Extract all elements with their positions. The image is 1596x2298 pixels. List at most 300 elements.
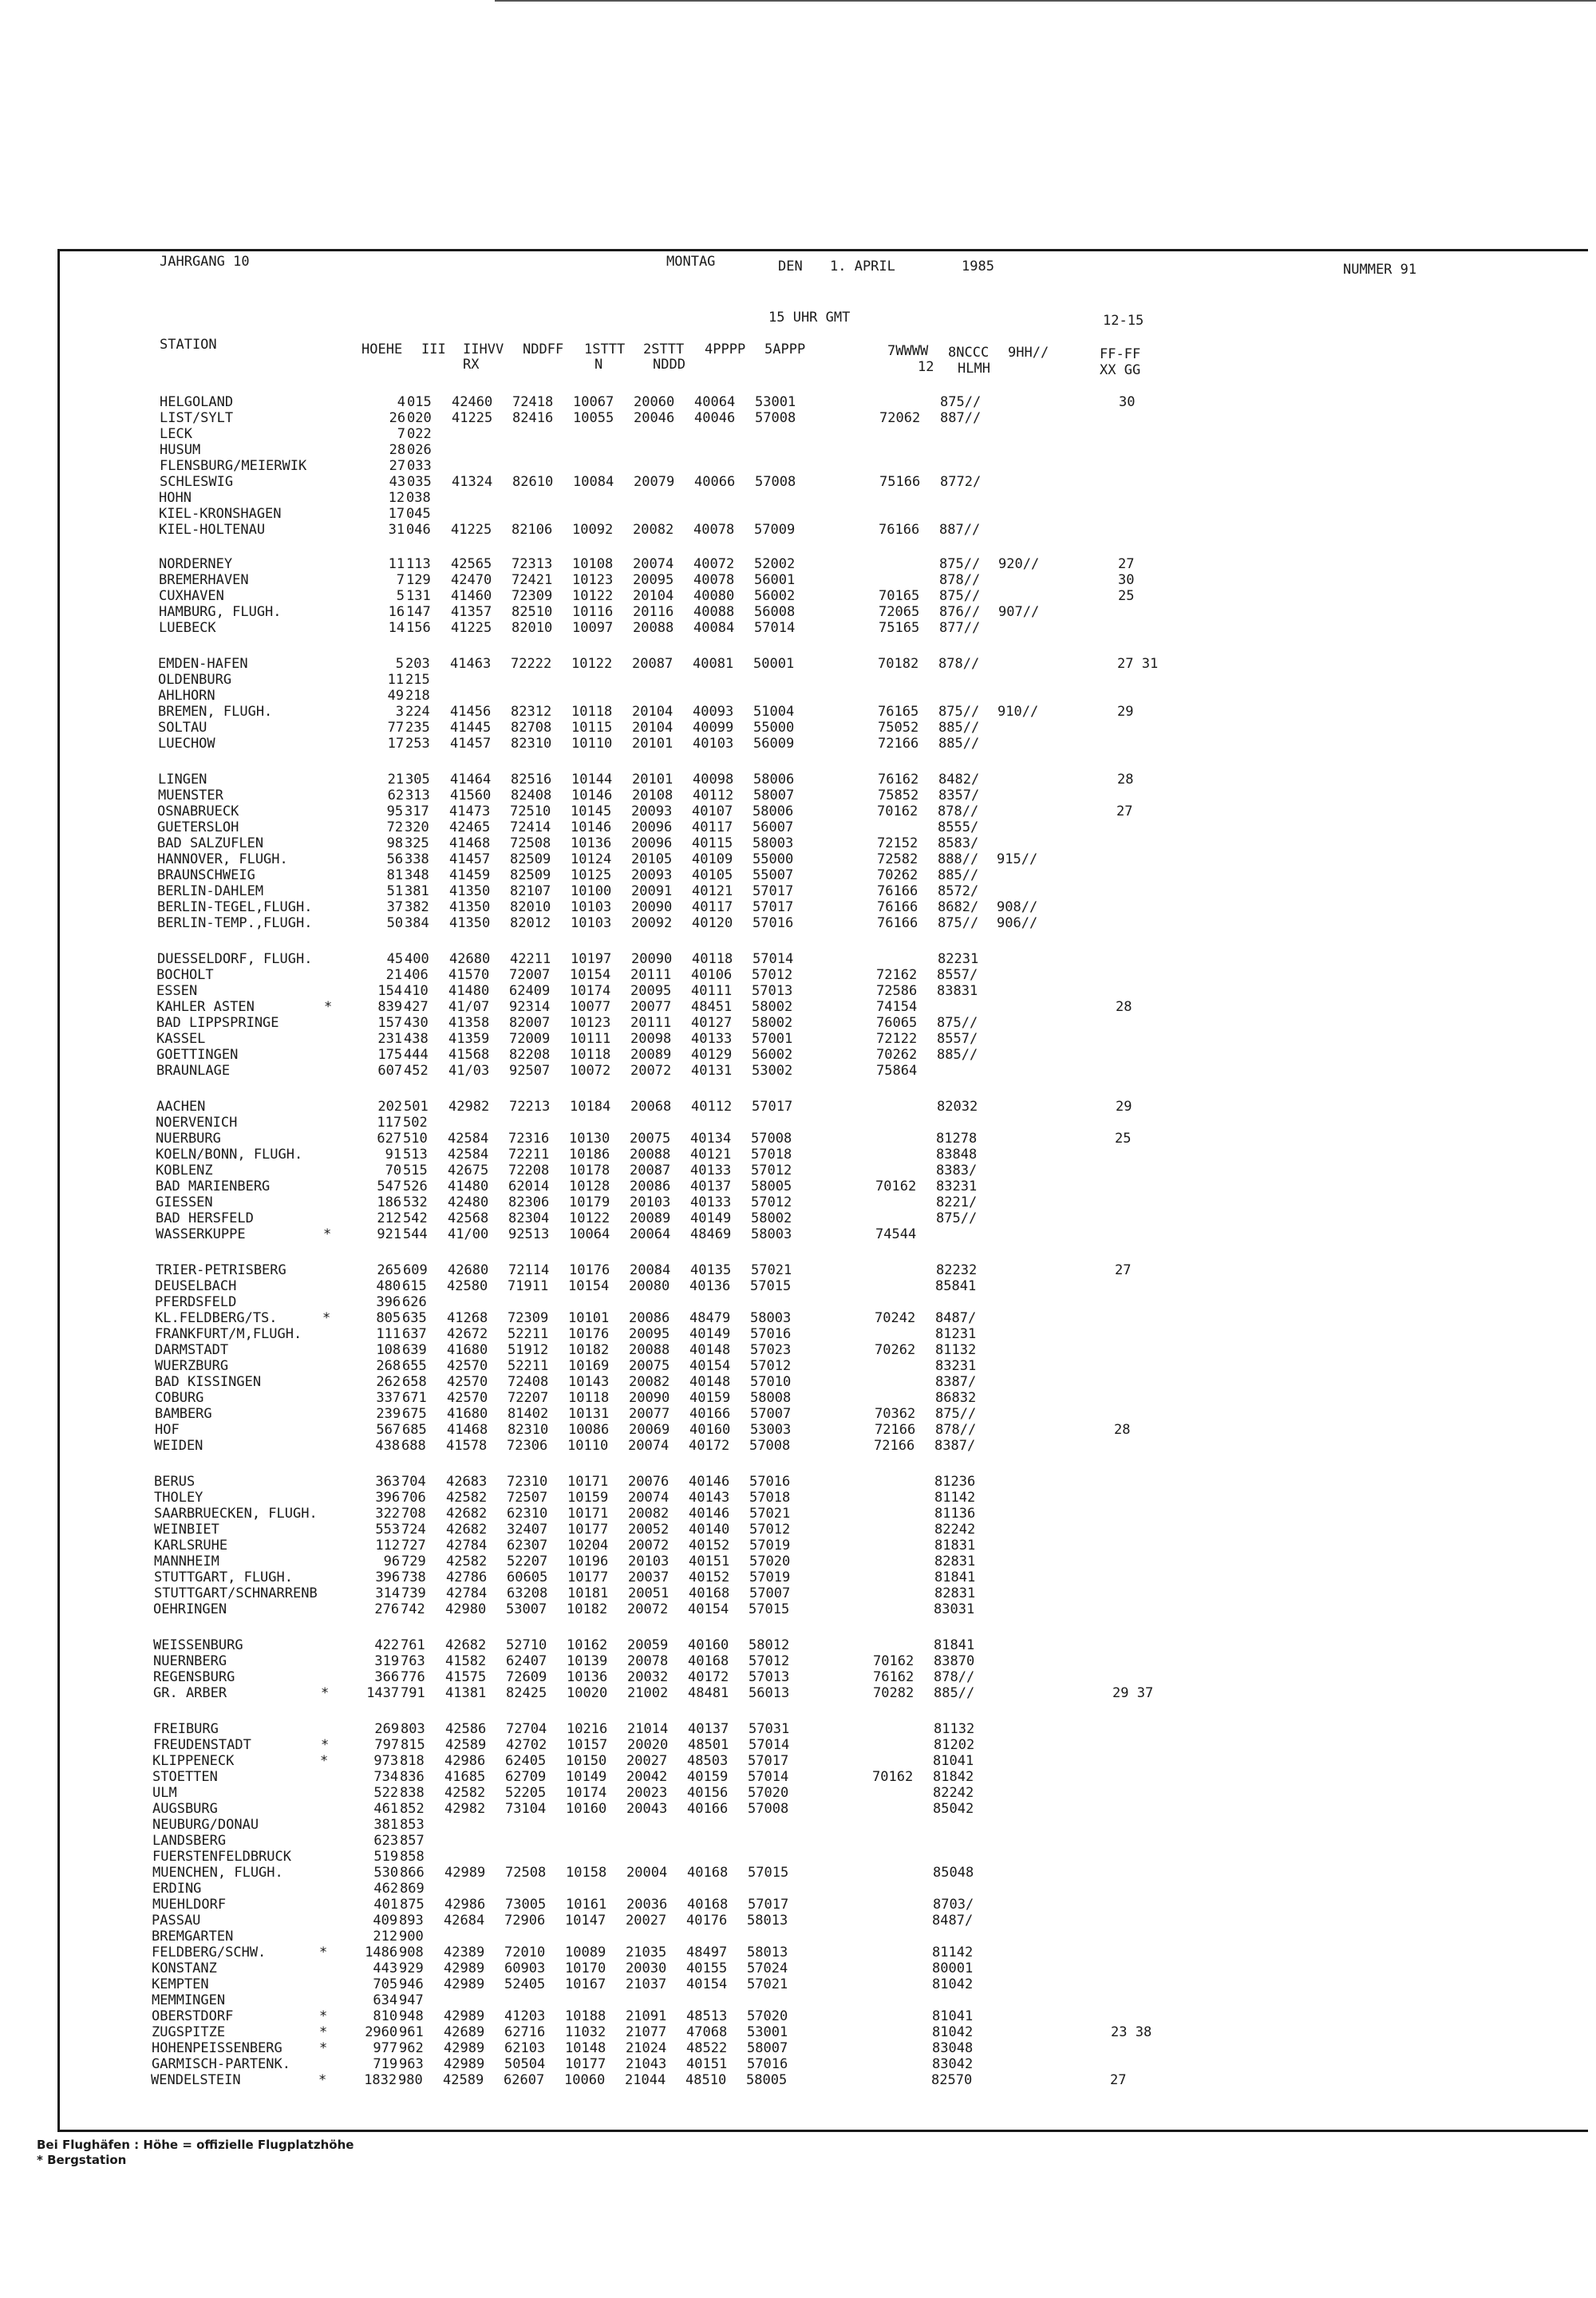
cell-s2: 20074 — [633, 556, 674, 572]
cell-s2: 20020 — [627, 1737, 669, 1753]
cell-a5: 58002 — [751, 1210, 792, 1226]
cell-n8: 81841 — [934, 1637, 975, 1653]
station-name: HOHENPEISSENBERG — [152, 2040, 282, 2056]
cell-n8: 81132 — [934, 1721, 975, 1737]
cell-hoehe: 154 — [377, 983, 403, 999]
cell-a5: 55007 — [753, 867, 794, 883]
cell-nddff: 92507 — [509, 1063, 551, 1079]
cell-a5: 57020 — [748, 1785, 789, 1801]
cell-p4: 40152 — [689, 1570, 730, 1585]
cell-s1: 10092 — [572, 522, 614, 538]
cell-iihvv: 42584 — [448, 1131, 489, 1147]
cell-iihvv: 42389 — [444, 1945, 485, 1960]
cell-ff: 28 — [1117, 772, 1134, 788]
cell-iii: 626 — [402, 1294, 427, 1310]
cell-iii: 658 — [402, 1374, 427, 1390]
cell-s1: 10123 — [572, 572, 614, 588]
station-name: BREMERHAVEN — [159, 572, 249, 588]
cell-w7: 72065 — [879, 604, 920, 620]
cell-s2: 20103 — [630, 1194, 671, 1210]
cell-p4: 40112 — [693, 788, 734, 804]
cell-s2: 20082 — [628, 1506, 670, 1522]
cell-p4: 40109 — [692, 851, 733, 867]
cell-p4: 40111 — [691, 983, 733, 999]
cell-nddff: 72508 — [510, 835, 551, 851]
cell-s1: 10084 — [573, 474, 614, 490]
cell-iii: 875 — [400, 1897, 425, 1913]
cell-p4: 40172 — [689, 1438, 730, 1454]
cell-n8: 81278 — [936, 1131, 978, 1147]
cell-nddff: 52211 — [508, 1358, 549, 1374]
station-name: OLDENBURG — [158, 672, 232, 688]
cell-iihvv: 41359 — [448, 1031, 490, 1047]
cell-a5: 57017 — [748, 1897, 789, 1913]
cell-iihvv: 42989 — [444, 2040, 485, 2056]
cell-a5: 58005 — [746, 2072, 788, 2088]
cell-iihvv: 42589 — [445, 1737, 487, 1753]
cell-w7: 72162 — [876, 967, 918, 983]
col-nddd: NDDD — [653, 357, 685, 373]
cell-s2: 20075 — [629, 1358, 670, 1374]
cell-nddff: 72211 — [508, 1147, 550, 1163]
cell-n8: 875// — [935, 1406, 977, 1422]
cell-iii: 929 — [399, 1960, 424, 1976]
cell-s2: 20096 — [631, 819, 673, 835]
cell-s1: 10097 — [572, 620, 614, 636]
cell-iii: 739 — [401, 1585, 426, 1601]
cell-iihvv: 41350 — [449, 915, 491, 931]
station-name: GR. ARBER — [153, 1685, 227, 1701]
cell-n8: 875// — [939, 588, 981, 604]
cell-p4: 40172 — [688, 1669, 729, 1685]
cell-a5: 57014 — [754, 620, 796, 636]
col-ffff: FF-FF — [1100, 346, 1141, 362]
station-name: KONSTANZ — [152, 1960, 217, 1976]
cell-p4: 40140 — [689, 1522, 730, 1538]
den-label: DEN — [778, 259, 803, 274]
cell-s2: 20088 — [630, 1147, 671, 1163]
station-name: DEUSELBACH — [155, 1278, 237, 1294]
cell-nddff: 52205 — [505, 1785, 547, 1801]
cell-iihvv: 41480 — [448, 1179, 489, 1194]
mountain-station-marker: * — [320, 1753, 329, 1769]
cell-ff: 23 38 — [1111, 2024, 1152, 2040]
cell-iii: 452 — [404, 1063, 429, 1079]
cell-s2: 21077 — [626, 2024, 667, 2040]
cell-iihvv: 42786 — [446, 1570, 488, 1585]
cell-iihvv: 41680 — [447, 1342, 488, 1358]
cell-iii: 427 — [404, 999, 429, 1015]
cell-a5: 58007 — [753, 788, 795, 804]
cell-s2: 20080 — [629, 1278, 670, 1294]
cell-s1: 10171 — [567, 1474, 609, 1490]
cell-iii: 727 — [401, 1538, 426, 1554]
mountain-station-marker: * — [321, 1737, 330, 1753]
cell-hoehe: 276 — [374, 1601, 400, 1617]
cell-iii: 400 — [405, 951, 429, 967]
cell-p4: 40159 — [687, 1769, 729, 1785]
cell-p4: 40168 — [687, 1865, 729, 1881]
cell-n8: 81231 — [935, 1326, 977, 1342]
cell-nddff: 72310 — [507, 1474, 548, 1490]
cell-iii: 738 — [401, 1570, 426, 1585]
cell-iii: 685 — [402, 1422, 427, 1438]
cell-n8: 81842 — [933, 1769, 974, 1785]
cell-s2: 21014 — [627, 1721, 669, 1737]
cell-s2: 20074 — [628, 1438, 670, 1454]
cell-a5: 57008 — [755, 474, 796, 490]
station-name: DUESSELDORF, FLUGH. — [157, 951, 313, 967]
cell-hoehe: 366 — [374, 1669, 400, 1685]
cell-n8: 885// — [938, 720, 980, 736]
cell-hoehe: 977 — [373, 2040, 398, 2056]
cell-w7: 72152 — [877, 835, 918, 851]
cell-iihvv: 41582 — [445, 1653, 487, 1669]
cell-iii: 381 — [405, 883, 429, 899]
station-name: DARMSTADT — [155, 1342, 229, 1358]
cell-p4: 40156 — [687, 1785, 729, 1801]
cell-w7: 76166 — [877, 883, 918, 899]
cell-a5: 58006 — [753, 804, 794, 819]
station-name: OSNABRUECK — [157, 804, 239, 819]
cell-iii: 609 — [403, 1262, 428, 1278]
cell-iii: 866 — [400, 1865, 425, 1881]
cell-a5: 57008 — [755, 410, 796, 426]
cell-s2: 20042 — [626, 1769, 668, 1785]
cell-iii: 980 — [398, 2072, 423, 2088]
cell-nddff: 82306 — [508, 1194, 550, 1210]
col-4pppp: 4PPPP — [705, 342, 746, 357]
cell-a5: 57015 — [748, 1865, 789, 1881]
cell-iii: 836 — [400, 1769, 425, 1785]
cell-n8: 875// — [937, 1015, 978, 1031]
cell-s1: 10101 — [568, 1310, 610, 1326]
station-name: PASSAU — [152, 1913, 201, 1929]
cell-p4: 47068 — [686, 2024, 728, 2040]
cell-s1: 10100 — [571, 883, 612, 899]
cell-nddff: 72316 — [508, 1131, 550, 1147]
cell-s1: 10159 — [567, 1490, 609, 1506]
cell-iii: 655 — [402, 1358, 427, 1374]
cell-n8: 83848 — [936, 1147, 978, 1163]
cell-nddff: 82509 — [510, 867, 551, 883]
cell-hoehe: 5 — [396, 588, 405, 604]
cell-s1: 10161 — [566, 1897, 607, 1913]
cell-n8: 887// — [940, 410, 982, 426]
cell-p4: 40159 — [689, 1390, 731, 1406]
cell-hoehe: 56 — [386, 851, 404, 867]
cell-s1: 10196 — [567, 1554, 609, 1570]
station-name: LUEBECK — [159, 620, 216, 636]
cell-p4: 40103 — [693, 736, 734, 752]
cell-iii: 706 — [401, 1490, 426, 1506]
cell-s2: 20051 — [628, 1585, 670, 1601]
cell-s2: 21043 — [626, 2056, 667, 2072]
cell-n8: 81202 — [934, 1737, 975, 1753]
cell-hoehe: 14 — [388, 620, 405, 636]
cell-iihvv: 42689 — [444, 2024, 485, 2040]
cell-iii: 542 — [403, 1210, 428, 1226]
cell-hoehe: 269 — [374, 1721, 400, 1737]
station-name: SCHLESWIG — [160, 474, 234, 490]
cell-nddff: 62709 — [505, 1769, 547, 1785]
cell-hoehe: 2960 — [365, 2024, 398, 2040]
cell-nddff: 72408 — [508, 1374, 549, 1390]
cell-s2: 21044 — [625, 2072, 666, 2088]
cell-s2: 20090 — [631, 899, 673, 915]
cell-nddff: 82425 — [506, 1685, 547, 1701]
cell-s2: 20096 — [631, 835, 673, 851]
cell-hoehe: 396 — [376, 1294, 401, 1310]
cell-iii: 325 — [405, 835, 429, 851]
cell-nddff: 62407 — [506, 1653, 547, 1669]
cell-iihvv: 41560 — [450, 788, 492, 804]
cell-hoehe: 480 — [376, 1278, 401, 1294]
cell-n8: 8357/ — [938, 788, 980, 804]
cell-iii: 147 — [406, 604, 431, 620]
cell-iihvv: 42982 — [448, 1099, 490, 1115]
cell-iii: 035 — [407, 474, 432, 490]
cell-a5: 57001 — [752, 1031, 793, 1047]
station-name: BREMEN, FLUGH. — [158, 704, 273, 720]
cell-iihvv: 41457 — [449, 851, 491, 867]
cell-a5: 57008 — [749, 1438, 791, 1454]
cell-p4: 40107 — [692, 804, 733, 819]
station-name: NUERNBERG — [153, 1653, 227, 1669]
station-name: FREIBURG — [153, 1721, 219, 1737]
cell-w7: 70262 — [876, 1047, 918, 1063]
cell-nddff: 41203 — [504, 2008, 546, 2024]
cell-s1: 10123 — [570, 1015, 611, 1031]
cell-iii: 348 — [405, 867, 429, 883]
cell-n8: 876// — [939, 604, 981, 620]
mountain-station-marker: * — [324, 999, 333, 1015]
station-name: ESSEN — [156, 983, 198, 999]
cell-p4: 40129 — [691, 1047, 733, 1063]
cell-iihvv: 41324 — [452, 474, 493, 490]
cell-iihvv: 42672 — [447, 1326, 488, 1342]
cell-a5: 57021 — [749, 1506, 791, 1522]
cell-p4: 40078 — [693, 522, 735, 538]
cell-w7: 70162 — [872, 1769, 914, 1785]
cell-iihvv: 41350 — [449, 883, 491, 899]
cell-iii: 033 — [407, 458, 432, 474]
cell-n8: 81236 — [934, 1474, 976, 1490]
cell-n8: 82570 — [931, 2072, 973, 2088]
cell-iii: 893 — [399, 1913, 424, 1929]
cell-iii: 544 — [403, 1226, 428, 1242]
cell-s2: 20104 — [633, 588, 674, 604]
time-range: 12-15 — [1103, 313, 1144, 329]
cell-ff: 27 — [1110, 2072, 1127, 2088]
cell-p4: 48510 — [685, 2072, 727, 2088]
cell-iii: 857 — [400, 1833, 425, 1849]
col-nddff: NDDFF — [523, 342, 564, 357]
cell-s2: 20091 — [631, 883, 673, 899]
cell-iii: 729 — [401, 1554, 426, 1570]
cell-ff: 27 31 — [1117, 656, 1159, 672]
cell-s2: 20079 — [634, 474, 675, 490]
cell-s2: 20064 — [630, 1226, 671, 1242]
cell-s2: 20082 — [633, 522, 674, 538]
cell-w7: 75165 — [879, 620, 920, 636]
cell-iihvv: 41568 — [448, 1047, 490, 1063]
cell-iihvv: 42989 — [444, 1865, 486, 1881]
cell-s2: 20101 — [632, 736, 674, 752]
cell-s1: 10147 — [565, 1913, 606, 1929]
cell-iii: 815 — [401, 1737, 425, 1753]
cell-iihvv: 41/03 — [448, 1063, 490, 1079]
cell-ff: 27 — [1118, 556, 1135, 572]
cell-hoehe: 530 — [373, 1865, 399, 1881]
cell-hoehe: 734 — [373, 1769, 399, 1785]
cell-iii: 438 — [404, 1031, 429, 1047]
cell-p4: 40166 — [687, 1801, 729, 1817]
cell-iii: 235 — [405, 720, 430, 736]
cell-hoehe: 1832 — [364, 2072, 397, 2088]
cell-nddff: 52710 — [506, 1637, 547, 1653]
cell-hoehe: 51 — [386, 883, 404, 899]
cell-a5: 56002 — [752, 1047, 793, 1063]
cell-p4: 40149 — [689, 1326, 731, 1342]
cell-s1: 10125 — [571, 867, 612, 883]
cell-s2: 20004 — [626, 1865, 668, 1881]
cell-p4: 40168 — [689, 1585, 730, 1601]
cell-hoehe: 16 — [388, 604, 405, 620]
cell-p4: 40152 — [689, 1538, 730, 1554]
cell-n8: 81041 — [933, 1753, 974, 1769]
cell-nddff: 72508 — [505, 1865, 547, 1881]
cell-w7: 76166 — [877, 899, 918, 915]
cell-n8: 8487/ — [935, 1310, 977, 1326]
cell-p4: 48479 — [689, 1310, 731, 1326]
cell-s2: 21037 — [626, 1976, 667, 1992]
cell-p4: 40146 — [689, 1474, 730, 1490]
cell-iii: 224 — [405, 704, 430, 720]
cell-hoehe: 117 — [377, 1115, 402, 1131]
station-name: KARLSRUHE — [154, 1538, 228, 1554]
cell-n8: 877// — [939, 620, 981, 636]
station-name: HOHN — [159, 490, 192, 506]
cell-hoehe: 401 — [373, 1897, 399, 1913]
cell-iii: 430 — [404, 1015, 429, 1031]
footnote-mountain: * Bergstation — [37, 2153, 127, 2167]
cell-s2: 20090 — [631, 951, 673, 967]
station-name: STUTTGART/SCHNARRENB — [154, 1585, 318, 1601]
cell-s1: 10170 — [565, 1960, 606, 1976]
station-name: PFERDSFELD — [155, 1294, 237, 1310]
cell-p4: 40046 — [694, 410, 736, 426]
cell-s2: 20090 — [629, 1390, 670, 1406]
cell-iii: 763 — [401, 1653, 425, 1669]
cell-iii: 513 — [403, 1147, 428, 1163]
cell-ff: 28 — [1116, 999, 1132, 1015]
cell-p4: 48451 — [691, 999, 733, 1015]
cell-s1: 10116 — [572, 604, 614, 620]
cell-n8: 8682/ — [938, 899, 979, 915]
cell-n8: 82231 — [938, 951, 979, 967]
cell-s1: 10182 — [568, 1342, 610, 1358]
cell-p4: 40084 — [693, 620, 735, 636]
cell-hoehe: 231 — [377, 1031, 403, 1047]
cell-hoehe: 719 — [373, 2056, 398, 2072]
cell-hoehe: 202 — [377, 1099, 403, 1115]
cell-hoehe: 21 — [385, 967, 403, 983]
cell-nddff: 52207 — [507, 1554, 548, 1570]
cell-s1: 10110 — [567, 1438, 609, 1454]
station-name: KIEL-HOLTENAU — [159, 522, 266, 538]
cell-iii: 022 — [407, 426, 432, 442]
cell-p4: 40160 — [689, 1422, 731, 1438]
station-name: COBURG — [155, 1390, 204, 1406]
cell-iii: 639 — [402, 1342, 427, 1358]
cell-iii: 515 — [403, 1163, 428, 1179]
cell-iii: 724 — [401, 1522, 426, 1538]
cell-iii: 215 — [405, 672, 430, 688]
cell-w7: 70165 — [879, 588, 920, 604]
station-name: LECK — [160, 426, 192, 442]
cell-iihvv: 42784 — [446, 1585, 488, 1601]
station-name: HELGOLAND — [160, 394, 234, 410]
cell-s2: 20027 — [626, 1913, 667, 1929]
cell-s2: 20095 — [633, 572, 674, 588]
cell-s1: 10122 — [571, 656, 613, 672]
cell-hoehe: 553 — [375, 1522, 401, 1538]
mountain-station-marker: * — [318, 2072, 327, 2088]
station-name: KAHLER ASTEN — [156, 999, 255, 1015]
cell-nddff: 71911 — [508, 1278, 549, 1294]
cell-hoehe: 973 — [373, 1753, 399, 1769]
station-name: BERLIN-DAHLEM — [157, 883, 264, 899]
cell-s2: 20072 — [627, 1601, 669, 1617]
station-name: THOLEY — [154, 1490, 203, 1506]
station-name: NORDERNEY — [159, 556, 233, 572]
cell-nddff: 60903 — [504, 1960, 546, 1976]
cell-iii: 858 — [400, 1849, 425, 1865]
cell-hoehe: 70 — [385, 1163, 402, 1179]
cell-n8: 878// — [938, 656, 980, 672]
cell-s1: 10118 — [570, 1047, 611, 1063]
cell-iii: 444 — [404, 1047, 429, 1063]
cell-s1: 10178 — [569, 1163, 610, 1179]
cell-s1: 10110 — [571, 736, 613, 752]
cell-w7: 75166 — [879, 474, 921, 490]
cell-hoehe: 363 — [375, 1474, 401, 1490]
cell-a5: 57015 — [750, 1278, 792, 1294]
cell-s1: 10064 — [569, 1226, 610, 1242]
cell-nddff: 72906 — [504, 1913, 546, 1929]
cell-nddff: 63208 — [507, 1585, 548, 1601]
cell-hoehe: 810 — [373, 2008, 398, 2024]
cell-hoehe: 112 — [375, 1538, 401, 1554]
col-1sttt: 1STTT — [584, 342, 626, 357]
cell-hoehe: 157 — [377, 1015, 403, 1031]
cell-iihvv: 42584 — [448, 1147, 489, 1163]
cell-iii: 708 — [401, 1506, 426, 1522]
cell-s2: 20095 — [629, 1326, 670, 1342]
cell-iii: 317 — [405, 804, 429, 819]
cell-w7: 72166 — [878, 736, 919, 752]
cell-iii: 947 — [399, 1992, 424, 2008]
cell-hoehe: 108 — [376, 1342, 401, 1358]
cell-a5: 57014 — [748, 1769, 789, 1785]
cell-iihvv: 41459 — [449, 867, 491, 883]
cell-a5: 53001 — [747, 2024, 788, 2040]
cell-n8: 8387/ — [934, 1438, 976, 1454]
cell-nddff: 72213 — [509, 1099, 551, 1115]
station-name: WUERZBURG — [155, 1358, 229, 1374]
cell-iihvv: 41464 — [450, 772, 492, 788]
